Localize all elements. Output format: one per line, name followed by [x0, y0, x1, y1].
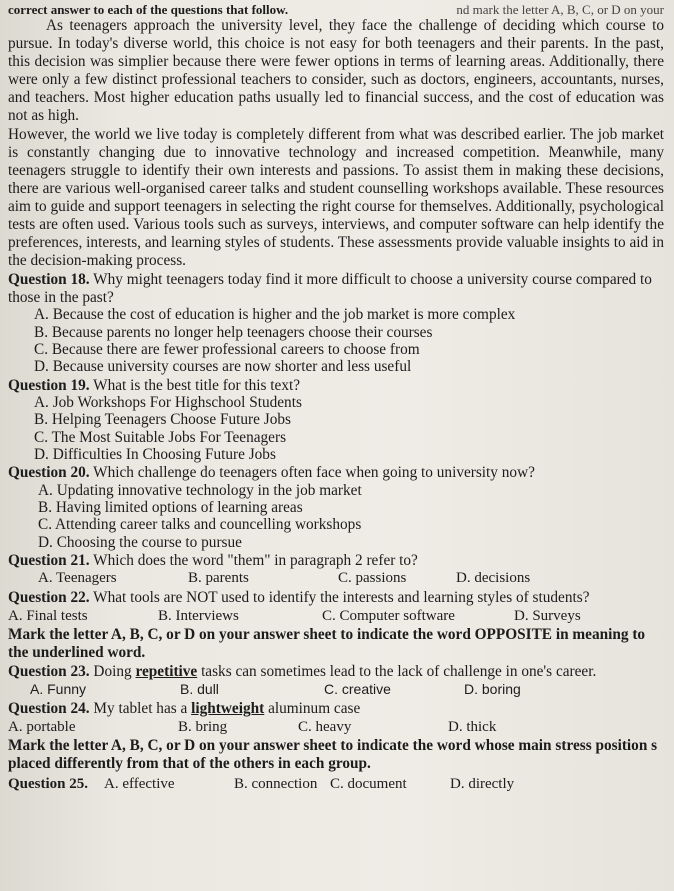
passage-paragraph-1: As teenagers approach the university level, they face the challenge of deciding which course to pursue. In today's diverse world, this choice is not easy for both teenagers and their parents. In the past, this decision was simplier because there were fewer options in terms of learning areas. Additionally, there were only a few distinct professional teachers to consider, such as doctors, engineers, accountants, nurses, and teachers. Most higher education paths usually led to financial success, and the cost of education was not as high.	[8, 17, 664, 125]
option-23-d[interactable]: D. boring	[464, 681, 521, 698]
option-23-a[interactable]: A. Funny	[30, 681, 87, 698]
question-25	[8, 775, 664, 794]
option-23-b[interactable]: B. dull	[180, 681, 219, 698]
question-20	[8, 464, 664, 482]
question-text: Which does the word "them" in paragraph 2 refer to?	[93, 551, 418, 569]
option-23-c[interactable]: C. creative	[324, 681, 391, 698]
header-line	[8, 3, 664, 17]
question-18	[8, 271, 664, 306]
option-25-a[interactable]: A. effective	[104, 775, 175, 792]
passage-paragraph-2: However, the world we live today is completely different from what was described earlier. The job market is constantly changing due to innovative technology and increased competition. Meanwhile, many teenagers struggle to identify their own interests and passions. To assist them in making these decisions, there are various well-organised career talks and student counselling workshops available. These resources aim to guide and support teenagers in selecting the right course for themselves. Additionally, psychological tests are often used. Various tools such as surveys, interviews, and computer software can help identify the preferences, interests, and learning styles of students. These assessments provide valuable insights to aid in the decision-making process.	[8, 125, 664, 270]
question-label: Question 19.	[8, 376, 90, 394]
question-21	[8, 552, 664, 570]
option-18-c[interactable]: C. Because there are fewer professional careers to choose from	[34, 340, 420, 358]
option-24-b[interactable]: B. bring	[178, 718, 228, 735]
option-20-a[interactable]: A. Updating innovative technology in the job market	[38, 481, 362, 499]
question-24	[8, 700, 664, 718]
question-label: Question 23.	[8, 662, 90, 680]
option-25-c[interactable]: C. document	[330, 775, 407, 792]
question-label: Question 25.	[8, 775, 89, 792]
question-text: What is the best title for this text?	[93, 376, 301, 394]
option-25-b[interactable]: B. connection	[234, 775, 318, 792]
question-label: Question 18.	[8, 271, 90, 289]
option-18-d[interactable]: D. Because university courses are now shorter and less useful	[34, 358, 412, 376]
option-20-d[interactable]: D. Choosing the course to pursue	[38, 533, 242, 551]
option-22-b[interactable]: B. Interviews	[158, 607, 239, 624]
option-22-c[interactable]: C. Computer software	[322, 607, 455, 624]
option-21-d[interactable]: D. decisions	[456, 570, 531, 587]
instruction-stress: Mark the letter A, B, C, or D on your answer sheet to indicate the word whose main stress position s placed differently from that of the others in each group.	[8, 736, 658, 772]
option-24-d[interactable]: D. thick	[448, 718, 497, 735]
option-21-b[interactable]: B. parents	[188, 570, 249, 587]
option-19-a[interactable]: A. Job Workshops For Highschool Students	[34, 394, 302, 411]
question-text-after: tasks can sometimes lead to the lack of challenge in one's career.	[201, 662, 597, 680]
option-19-d[interactable]: D. Difficulties In Choosing Future Jobs	[34, 445, 276, 463]
option-19-c[interactable]: C. The Most Suitable Jobs For Teenagers	[34, 428, 287, 446]
underlined-word: lightweight	[191, 700, 265, 718]
option-24-a[interactable]: A. portable	[8, 718, 76, 735]
header-text: correct answer to each of the questions that follow.	[8, 3, 289, 17]
option-20-c[interactable]: C. Attending career talks and councelling workshops	[38, 516, 362, 534]
option-18-a[interactable]: A. Because the cost of education is higher and the job market is more complex	[34, 306, 516, 324]
question-22	[8, 589, 664, 607]
option-24-c[interactable]: C. heavy	[298, 718, 352, 735]
question-text: Which challenge do teenagers often face when going to university now?	[93, 464, 535, 482]
option-21-c[interactable]: C. passions	[338, 570, 407, 587]
question-text: What tools are NOT used to identify the interests and learning styles of students?	[93, 589, 590, 607]
options-row-22	[8, 607, 664, 626]
question-label: Question 22.	[8, 589, 90, 607]
options-row-21	[8, 569, 664, 588]
question-text-after: aluminum case	[268, 700, 361, 718]
question-text-before: My tablet has a	[93, 700, 188, 718]
option-19-b[interactable]: B. Helping Teenagers Choose Future Jobs	[34, 411, 291, 429]
option-18-b[interactable]: B. Because parents no longer help teenagers choose their courses	[34, 323, 433, 341]
question-23	[8, 663, 664, 681]
option-21-a[interactable]: A. Teenagers	[38, 570, 117, 587]
instruction-opposite: Mark the letter A, B, C, or D on your answer sheet to indicate the word OPPOSITE in meaning to the underlined word.	[8, 625, 646, 661]
option-25-d[interactable]: D. directly	[450, 775, 515, 792]
question-text: Why might teenagers today find it more difficult to choose a university course compared to those in the past?	[8, 271, 652, 306]
question-label: Question 20.	[8, 464, 90, 482]
options-row-24	[8, 718, 664, 737]
question-19	[8, 377, 664, 395]
option-22-d[interactable]: D. Surveys	[514, 607, 581, 624]
option-20-b[interactable]: B. Having limited options of learning areas	[38, 498, 303, 516]
option-22-a[interactable]: A. Final tests	[8, 607, 88, 624]
question-label: Question 24.	[8, 700, 90, 718]
options-row-23	[8, 680, 664, 699]
question-text-before: Doing	[93, 662, 132, 680]
question-label: Question 21.	[8, 551, 90, 569]
header-right-text: nd mark the letter A, B, C, or D on your	[456, 3, 664, 17]
underlined-word: repetitive	[135, 662, 198, 680]
